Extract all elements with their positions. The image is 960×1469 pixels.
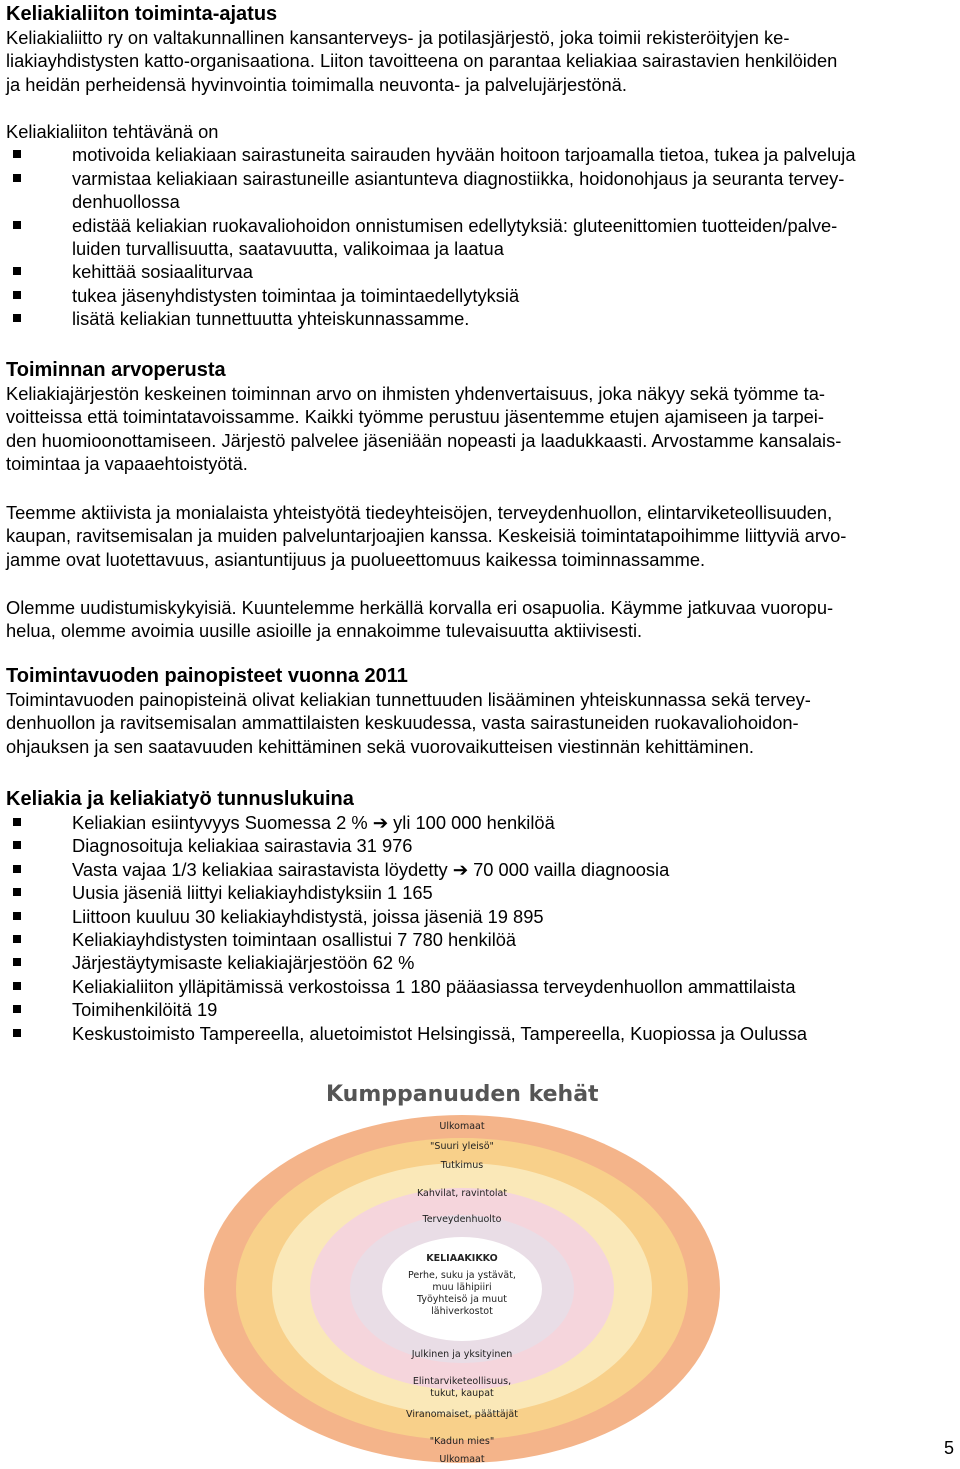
label-ring4-bottom: Julkinen ja yksityinen [411,1349,513,1360]
label-ring2-bottom-a: Viranomaiset, päättäjät [406,1409,518,1420]
paragraph-uudistumiskyky [6,596,954,643]
label-center-title: KELIAAKIKKO [426,1253,498,1264]
list-item [6,284,954,307]
tasks-list [6,143,954,330]
intro-line: ja heidän perheidensä hyvinvointia toimimalla neuvonta- ja palvelujärjestönä. [6,73,627,95]
list-item-text: motivoida keliakiaan sairastuneita sairauden hyvään hoitoon tarjoamalla tietoa, tukea ja palveluja [72,144,856,166]
heading-painopisteet: Toimintavuoden painopisteet vuonna 2011 [6,665,408,687]
label-ring2-top-b: Tutkimus [440,1160,484,1171]
label-ring3-bottom-a: Elintarviketeollisuus, [412,1376,512,1387]
para-line: Olemme uudistumiskykyisiä. Kuuntelemme herkällä korvalla eri osapuolia. Käymme jatkuvaa vuoropu- [6,597,834,618]
list-item: Vasta vajaa 1/3 keliakiaa sairastavista löydetty ➔ 70 000 vailla diagnoosia [6,858,954,881]
list-item [6,214,954,261]
page-number: 5 [943,1437,954,1458]
list-item: Liittoon kuuluu 30 keliakiayhdistystä, joissa jäseniä 19 895 [6,905,954,928]
label-ring1-top: Ulkomaat [439,1121,485,1132]
tasks-intro: Keliakialiiton tehtävänä on [6,121,219,142]
label-ring1-bottom: Ulkomaat [439,1454,485,1464]
list-item-text: denhuollossa [72,191,180,213]
label-ring4-top: Terveydenhuolto [422,1214,502,1225]
label-ring3-top: Kahvilat, ravintolat [416,1188,508,1199]
label-center-line: Perhe, suku ja ystävät, [408,1270,516,1281]
list-item-text: luiden turvallisuutta, saatavuutta, valikoimaa ja laatua [72,238,504,260]
para-line: den huomioonottamiseen. Järjestö palvelee jäseniään nopeasti ja laadukkaasti. Arvostamme kansalais- [6,429,842,451]
label-ring2-top: "Suuri yleisö" [430,1141,494,1152]
diagram-title: Kumppanuuden kehät [326,1082,599,1107]
list-item-text: edistää keliakian ruokavaliohoidon onnistumisen edellytyksiä: gluteenittomien tuotteiden/palve- [72,214,838,236]
key-figures-list [6,811,954,1045]
heading-toiminta-ajatus: Keliakialiiton toiminta-ajatus [6,3,278,25]
list-item [6,260,954,283]
para-line: Teemme aktiivista ja monialaista yhteistyötä tiedeyhteisöjen, terveydenhuollon, elintarviketeollisuuden, [6,502,833,523]
para-line: kaupan, ravitsemisalan ja muiden palveluntarjoajien kanssa. Keskeisiä toimintatapoihimme liittyviä arvo- [6,525,847,547]
partnership-circles-svg [204,1074,764,1464]
para-line: voitteissa että toimintatavoissamme. Kaikki työmme perustuu jäsentemme etujen ajamiseen ja tarpei- [6,406,824,428]
tasks-block [6,120,954,331]
list-item: Keliakiayhdistysten toimintaan osallistui 7 780 henkilöä [6,928,954,951]
paragraph-yhteistyo [6,501,954,571]
para-line: denhuollon ja ravitsemisalan ammattilaisten keskuudessa, vasta sairastuneiden ruokavaliohoidon- [6,712,799,734]
list-item: Keliakialiiton ylläpitämissä verkostoissa 1 180 pääasiassa terveydenhuollon ammattilaista [6,975,954,998]
para-line: ohjauksen ja sen saatavuuden kehittäminen sekä vuorovaikutteisen viestinnän kehittäminen. [6,735,754,757]
heading-arvoperusta: Toiminnan arvoperusta [6,359,226,381]
intro-line: liakiayhdistysten katto-organisaationa. Liiton tavoitteena on parantaa keliakiaa sairastavien henkilöiden [6,50,838,72]
list-item: Uusia jäseniä liittyi keliakiayhdistyksiin 1 165 [6,881,954,904]
list-item [6,307,954,330]
intro-line: Keliakialiitto ry on valtakunnallinen kansanterveys- ja potilasjärjestö, joka toimii rekisteröityjen ke- [6,27,790,48]
para-line: jamme ovat luotettavuus, asiantuntijuus ja puolueettomuus kaikessa toiminnassamme. [6,548,706,570]
label-center-line: lähiverkostot [431,1306,493,1317]
section-toiminta-ajatus [6,2,954,96]
para-line: toimintaa ja vapaaehtoistyötä. [6,453,248,475]
para-line: helua, olemme avoimia uusille asioille ja ennakoimme tulevaisuutta aktiivisesti. [6,620,643,642]
label-ring2-bottom-b: "Kadun mies" [429,1436,495,1447]
para-line: Keliakiajärjestön keskeinen toiminnan arvo on ihmisten yhdenvertaisuus, joka näkyy sekä työmme ta- [6,383,826,404]
section-arvoperusta [6,358,954,476]
list-item: Toimihenkilöitä 19 [6,998,954,1021]
list-item: Keliakian esiintyvyys Suomessa 2 % ➔ yli 100 000 henkilöä [6,811,954,834]
heading-tunnusluvut: Keliakia ja keliakiatyö tunnuslukuina [6,788,354,810]
list-item-text: varmistaa keliakiaan sairastuneille asiantunteva diagnostiikka, hoidonohjaus ja seuranta tervey- [72,167,845,189]
list-item [6,167,954,214]
list-item: Keskustoimisto Tampereella, aluetoimistot Helsingissä, Tampereella, Kuopiossa ja Oulussa [6,1022,954,1045]
list-item-text: tukea jäsenyhdistysten toimintaa ja toimintaedellytyksiä [72,284,520,306]
section-tunnusluvut [6,787,954,1045]
para-line: Toimintavuoden painopisteinä olivat keliakian tunnettuuden lisääminen yhteiskunnassa sekä tervey- [6,689,811,710]
label-center-line: Työyhteisö ja muut [417,1294,507,1305]
list-item-text: lisätä keliakian tunnettuutta yhteiskunnassamme. [72,308,470,330]
list-item-text: kehittää sosiaaliturvaa [72,261,253,283]
section-painopisteet [6,664,954,758]
partnership-circles-diagram [204,1074,764,1464]
list-item: Diagnosoituja keliakiaa sairastavia 31 976 [6,834,954,857]
list-item: Järjestäytymisaste keliakiajärjestöön 62 % [6,951,954,974]
label-center-line: muu lähipiiri [432,1282,492,1293]
list-item [6,143,954,166]
label-ring3-bottom-b: tukut, kaupat [430,1388,494,1399]
